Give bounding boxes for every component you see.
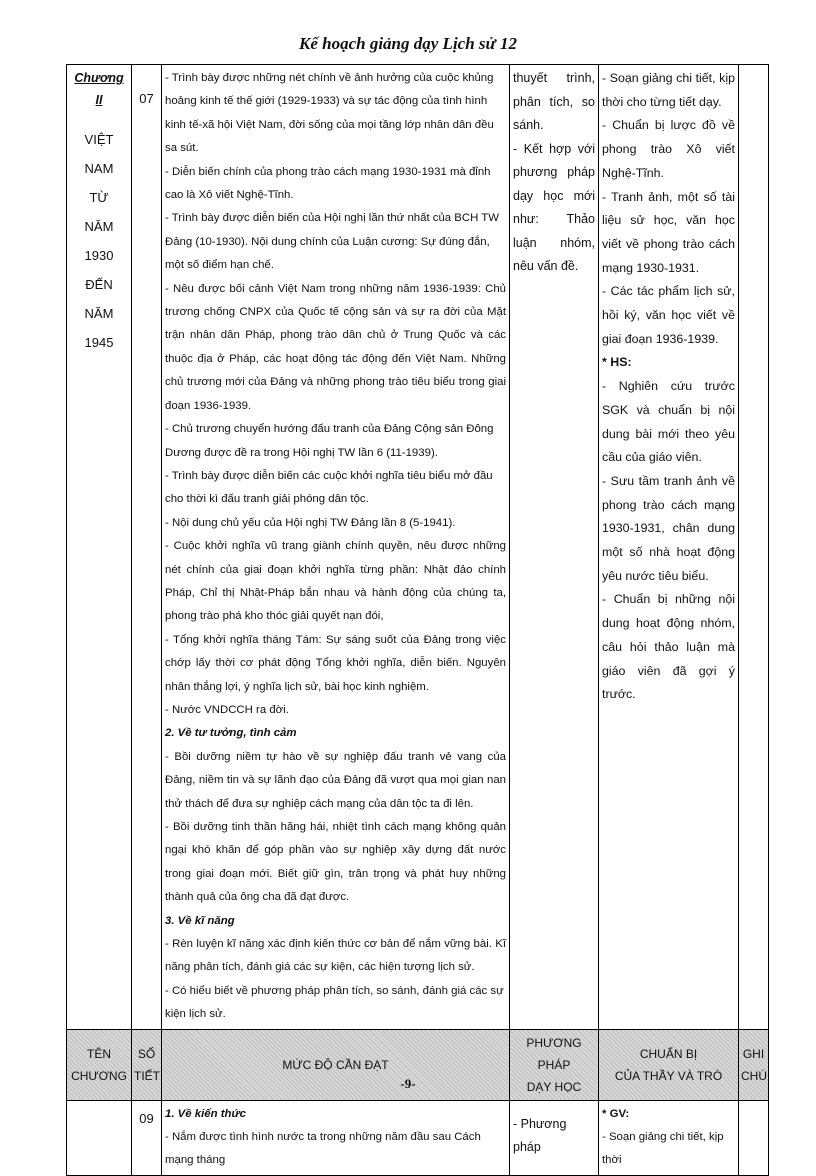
- next-preparation-cell: [599, 1100, 739, 1175]
- chapter-name-word: VIỆT: [84, 132, 114, 147]
- objectives-cell: [162, 65, 510, 1030]
- header-text: GHI: [742, 1046, 765, 1061]
- attitude-section-title: 2. Về tư tưởng, tình cảm: [165, 727, 297, 740]
- next-period-count: 09: [132, 1100, 162, 1175]
- attitude-item: - Bồi dưỡng niềm tự hào về sự nghiệp đấu tranh vẻ vang của Đảng, niềm tin và sự lãnh đạo của Đảng đã vượt qua mọi gian nan thử thách để đưa sự nghiệp cách mạng của dân tộc ta đi lên.: [165, 750, 506, 810]
- teacher-prep-item: - Chuẩn bị lược đồ về phong trào Xô viết Nghệ-Tĩnh.: [602, 118, 735, 180]
- objective-item: - Nêu được bối cảnh Việt Nam trong những năm 1936-1939: Chủ trương chống CNPX của Quốc tế cộng sản và sự ra đời của Mặt trận nhân dân Pháp, phong trào dân chủ ở Trung Quốc và các thuộc địa ở Pháp, các hoạt động tác động đến Việt Nam. Những chủ trương mới của Đảng và những phong trào tiêu biểu trong giai đoạn 1936-1939.: [165, 282, 506, 412]
- student-prep-item: - Chuẩn bị những nội dung hoạt động nhóm, câu hỏi thảo luận mà giáo viên đã gợi ý trước.: [602, 592, 735, 702]
- chapter-label: Chương II: [74, 71, 124, 107]
- teacher-prep-item: - Tranh ảnh, một số tài liệu sử học, văn học viết về phong trào cách mạng 1930-1931.: [602, 189, 735, 275]
- skills-item: - Có hiểu biết về phương pháp phân tích, so sánh, đánh giá các sự kiện lịch sử.: [165, 984, 504, 1021]
- header-objectives: MỨC ĐỘ CẦN ĐẠT: [162, 1029, 510, 1100]
- page-header-title: Kế hoạch giảng dạy Lịch sử 12: [299, 34, 517, 53]
- header-text: CHUẨN BỊ: [639, 1046, 698, 1061]
- knowledge-section-title: 1. Về kiến thức: [165, 1107, 246, 1120]
- chapter-row: [67, 65, 769, 1030]
- next-method: - Phương pháp: [510, 1100, 599, 1175]
- next-notes-cell: [739, 1100, 769, 1175]
- next-chapter-cell: [67, 1100, 132, 1175]
- page-number: -9-: [400, 1076, 416, 1091]
- chapter-name-cell: [67, 65, 132, 1030]
- objective-item: - Nước VNDCCH ra đời.: [165, 703, 289, 716]
- student-prep-item: - Nghiên cứu trước SGK và chuẩn bị nội dung bài mới theo yêu cầu của giáo viên.: [602, 379, 735, 465]
- objective-item: - Nội dung chủ yếu của Hội nghị TW Đảng lần 8 (5-1941).: [165, 516, 456, 529]
- chapter-name-word: 1930: [84, 248, 114, 263]
- objective-item: - Cuộc khởi nghĩa vũ trang giành chính quyền, nêu được những nét chính của giai đoạn khởi nghĩa từng phần: Nhật đảo chính Pháp, Chỉ thị Nhật-Pháp bắn nhau và hành động của chúng ta, phong trào phá kho thóc giải quyết nạn đói,: [165, 540, 506, 623]
- chapter-name-word: 1945: [84, 335, 114, 350]
- teacher-label: * GV:: [602, 1107, 630, 1120]
- teacher-prep-text: - Soạn giảng chi tiết, kịp thời: [602, 1131, 724, 1167]
- teacher-prep-item: - Soạn giảng chi tiết, kịp thời cho từng tiết dạy.: [602, 71, 735, 109]
- header-text: CỦA THẦY VÀ TRÒ: [614, 1068, 723, 1083]
- preparation-cell: [599, 65, 739, 1030]
- skills-section-title: 3. Về kĩ năng: [165, 914, 235, 927]
- objective-item: - Chủ trương chuyển hướng đấu tranh của Đảng Cộng sản Đông Dương được đề ra trong Hội nghị TW lần 6 (11-1939).: [165, 423, 494, 459]
- student-label: * HS:: [602, 355, 632, 370]
- header-text: CHƯƠNG: [71, 1068, 127, 1083]
- knowledge-text: - Nắm được tình hình nước ta trong những năm đầu sau Cách mạng tháng: [165, 1131, 481, 1167]
- header-text: TÊN: [87, 1046, 111, 1061]
- attitude-item: - Bồi dưỡng tinh thần hăng hái, nhiệt tình cách mạng không quản ngại khó khăn để góp phần vào sự nghiệp xây dựng đất nước trong giai đoạn mới. Biết giữ gìn, trân trọng và phát huy những thành quả của ông cha đã đạt được.: [165, 821, 506, 904]
- teacher-prep-item: - Các tác phẩm lịch sử, hồi ký, văn học viết về giai đoạn 1936-1939.: [602, 284, 735, 346]
- header-text: PHƯƠNG PHÁP: [526, 1035, 582, 1072]
- period-count: 07: [132, 65, 162, 1030]
- methods-text: thuyết trình, phân tích, so sánh.: [513, 71, 595, 132]
- header-text: DẠY HỌC: [526, 1079, 582, 1094]
- objective-item: - Trình bày được những nét chính về ảnh hưởng của cuộc khủng hoảng kinh tế thế giới (1929-1933) và sự tác động của tình hình kinh tế-xã hội Việt Nam, đời sống của mọi tầng lớp nhân dân đều sa sút.: [165, 72, 494, 155]
- methods-text: - Kết hợp với phương pháp dạy học mới như: Thảo luận nhóm, nêu vấn đề.: [513, 141, 595, 273]
- header-text: TIẾT: [134, 1068, 160, 1083]
- chapter-name-word: NĂM: [84, 219, 114, 234]
- objective-item: - Tổng khởi nghĩa tháng Tám: Sự sáng suốt của Đảng trong việc chớp lấy thời cơ phát động Tổng khởi nghĩa, diễn biến. Nguyên nhân thắng lợi, ý nghĩa lịch sử, bài học kinh nghiệm.: [165, 633, 506, 693]
- objective-item: - Trình bày được diễn biến của Hội nghị lần thứ nhất của BCH TW Đảng (10-1930). Nội dung chính của Luận cương: Sự đúng đắn, một số điểm hạn chế.: [165, 212, 500, 272]
- skills-item: - Rèn luyện kĩ năng xác định kiến thức cơ bản để nắm vững bài. Kĩ năng phân tích, đánh giá các sự kiện, các hiện tượng lịch sử.: [165, 938, 506, 974]
- chapter-name-word: NĂM: [84, 306, 114, 321]
- chapter-name-word: NAM: [84, 161, 114, 176]
- header-text: CHÚ: [741, 1068, 767, 1083]
- next-lesson-row: [67, 1100, 769, 1175]
- lesson-plan-table: [66, 64, 769, 1176]
- chapter-name-word: TỪ: [89, 190, 109, 205]
- objective-item: - Trình bày được diễn biến các cuộc khởi nghĩa tiêu biểu mở đầu cho thời kì đấu tranh giải phóng dân tộc.: [165, 469, 493, 506]
- next-objectives-cell: [162, 1100, 510, 1175]
- header-text: SỐ: [137, 1046, 156, 1061]
- methods-cell: [510, 65, 599, 1030]
- student-prep-item: - Sưu tầm tranh ảnh về phong trào cách mạng 1930-1931, chân dung một số nhà hoạt động yêu nước tiêu biểu.: [602, 473, 735, 583]
- chapter-name-word: ĐẾN: [85, 277, 113, 292]
- objective-item: - Diễn biến chính của phong trào cách mạng 1930-1931 mà đỉnh cao là Xô viết Nghệ-Tĩnh.: [165, 165, 491, 202]
- notes-cell: [739, 65, 769, 1030]
